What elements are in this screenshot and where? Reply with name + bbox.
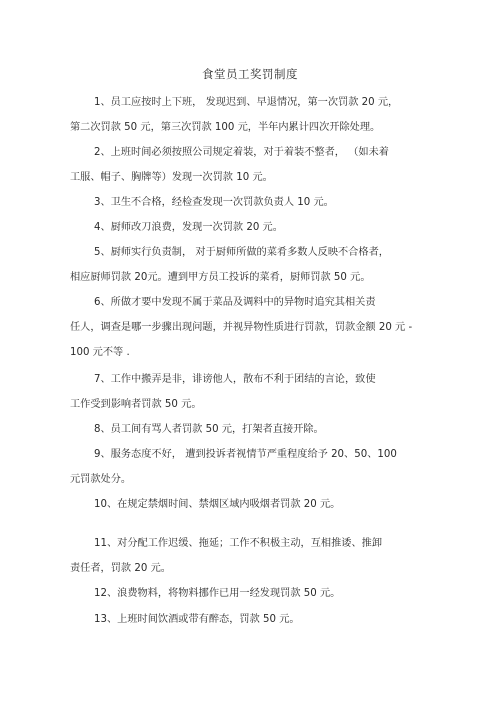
- rule-1-line-2: 第二次罚款 50 元，第三次罚款 100 元，半年内累计四次开除处理。: [70, 122, 381, 133]
- rule-11-line-2: 责任者，罚款 20 元。: [70, 563, 171, 574]
- rule-7-line-2: 工作受到影响者罚款 50 元。: [70, 399, 202, 410]
- rule-5-line-1: 5、厨师实行负责制， 对于厨师所做的菜肴多数人反映不合格者，: [94, 247, 389, 258]
- rule-7-line-1: 7、工作中搬弄是非，诽谤他人，散布不利于团结的言论，致使: [94, 374, 376, 385]
- rule-3-line-1: 3、卫生不合格，经检查发现一次罚款负责人 10 元。: [94, 197, 334, 208]
- rule-13-line-1: 13、上班时间饮酒或带有醉态，罚款 50 元。: [94, 614, 300, 625]
- rule-5-line-2: 相应厨师罚款 20元。遭到甲方员工投诉的菜肴，厨师罚款 50 元。: [70, 272, 371, 283]
- rule-6-line-1: 6、所做才要中发现不属于菜品及调料中的异物时追究其相关责: [94, 297, 376, 308]
- rule-9-line-2: 元罚款处分。: [70, 474, 132, 485]
- rule-2-line-2: 工服、帽子、胸牌等）发现一次罚款 10 元。: [70, 172, 273, 183]
- document-title: 食堂员工奖罚制度: [202, 67, 298, 81]
- rule-12-line-1: 12、浪费物料，将物料挪作已用一经发现罚款 50 元。: [94, 588, 341, 599]
- rule-9-line-1: 9、服务态度不好， 遭到投诉者视情节严重程度给予 20、50、100: [94, 449, 397, 460]
- rule-2-line-1: 2、上班时间必须按照公司规定着装，对于着装不整者， （如未着: [94, 147, 389, 158]
- rule-4-line-1: 4、厨师改刀浪费，发现一次罚款 20 元。: [94, 222, 283, 233]
- rule-6-line-3: 100 元不等 .: [70, 347, 130, 358]
- rule-1-line-1: 1、员工应按时上下班， 发现迟到、早退情况，第一次罚款 20 元，: [94, 97, 399, 108]
- rule-6-line-2: 任人，调查是哪一步骤出现问题，并视异物性质进行罚款，罚款金额 20 元 -: [70, 322, 413, 333]
- rule-11-line-1: 11、对分配工作迟缓、拖延；工作不积极主动，互相推诿、推卸: [94, 538, 383, 549]
- rule-8-line-1: 8、员工间有骂人者罚款 50 元，打架者直接开除。: [94, 424, 324, 435]
- rule-10-line-1: 10、在规定禁烟时间、禁烟区域内吸烟者罚款 20 元。: [94, 499, 341, 510]
